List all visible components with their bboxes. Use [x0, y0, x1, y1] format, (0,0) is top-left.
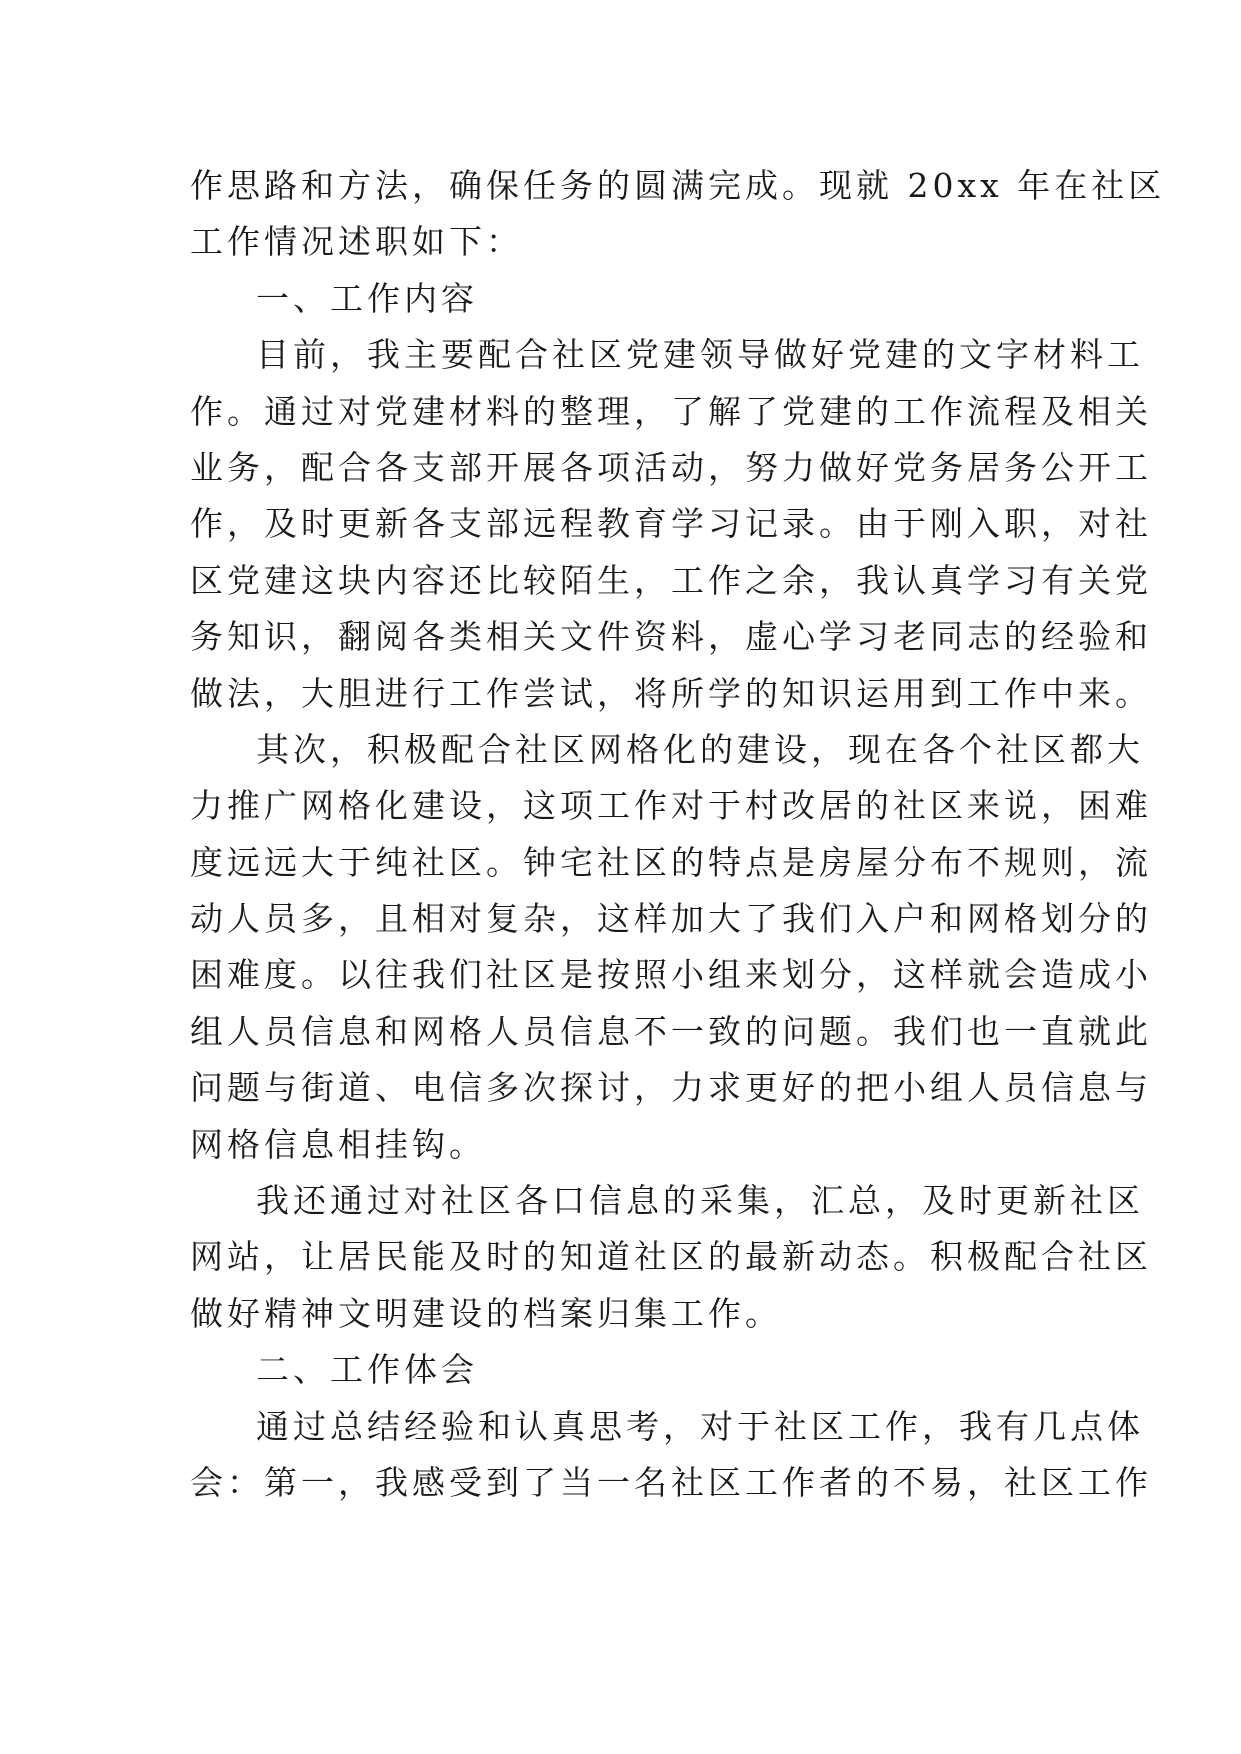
paragraph-line: 作，及时更新各支部远程教育学习记录。由于刚入职，对社: [190, 504, 1152, 544]
section-heading: 二、工作体会: [256, 1350, 478, 1390]
paragraph-line: 组人员信息和网格人员信息不一致的问题。我们也一直就此: [190, 1011, 1152, 1051]
paragraph-line: 作。通过对党建材料的整理，了解了党建的工作流程及相关: [190, 391, 1152, 431]
paragraph-line: 我还通过对社区各口信息的采集，汇总，及时更新社区: [256, 1181, 1144, 1221]
paragraph-line: 度远远大于纯社区。钟宅社区的特点是房屋分布不规则，流: [190, 842, 1152, 882]
paragraph-line: 通过总结经验和认真思考，对于社区工作，我有几点体: [256, 1406, 1144, 1446]
paragraph-line: 网站，让居民能及时的知道社区的最新动态。积极配合社区: [190, 1237, 1152, 1277]
paragraph-line: 业务，配合各支部开展各项活动，努力做好党务居务公开工: [190, 447, 1152, 487]
paragraph-line: 网格信息相挂钩。: [190, 1124, 486, 1164]
paragraph-line: 作思路和方法，确保任务的圆满完成。现就 20xx 年在社区: [190, 166, 1166, 205]
paragraph-line: 务知识，翻阅各类相关文件资料，虚心学习老同志的经验和: [190, 617, 1152, 657]
paragraph-line: 其次，积极配合社区网格化的建设，现在各个社区都大: [256, 729, 1144, 769]
paragraph-line: 问题与街道、电信多次探讨，力求更好的把小组人员信息与: [190, 1068, 1152, 1108]
section-heading: 一、工作内容: [256, 278, 478, 318]
paragraph-line: 做法，大胆进行工作尝试，将所学的知识运用到工作中来。: [190, 673, 1152, 713]
document-body: [190, 158, 1166, 1511]
paragraph-line: 区党建这块内容还比较陌生，工作之余，我认真学习有关党: [190, 560, 1152, 600]
paragraph-line: 会：第一，我感受到了当一名社区工作者的不易，社区工作: [190, 1462, 1152, 1502]
paragraph-line: 动人员多，且相对复杂，这样加大了我们入户和网格划分的: [190, 899, 1152, 939]
paragraph-line: 工作情况述职如下：: [190, 222, 523, 262]
paragraph-line: 力推广网格化建设，这项工作对于村改居的社区来说，困难: [190, 786, 1152, 826]
paragraph-line: 目前，我主要配合社区党建领导做好党建的文字材料工: [256, 335, 1144, 375]
paragraph-line: 做好精神文明建设的档案归集工作。: [190, 1293, 782, 1333]
paragraph-line: 困难度。以往我们社区是按照小组来划分，这样就会造成小: [190, 955, 1152, 995]
